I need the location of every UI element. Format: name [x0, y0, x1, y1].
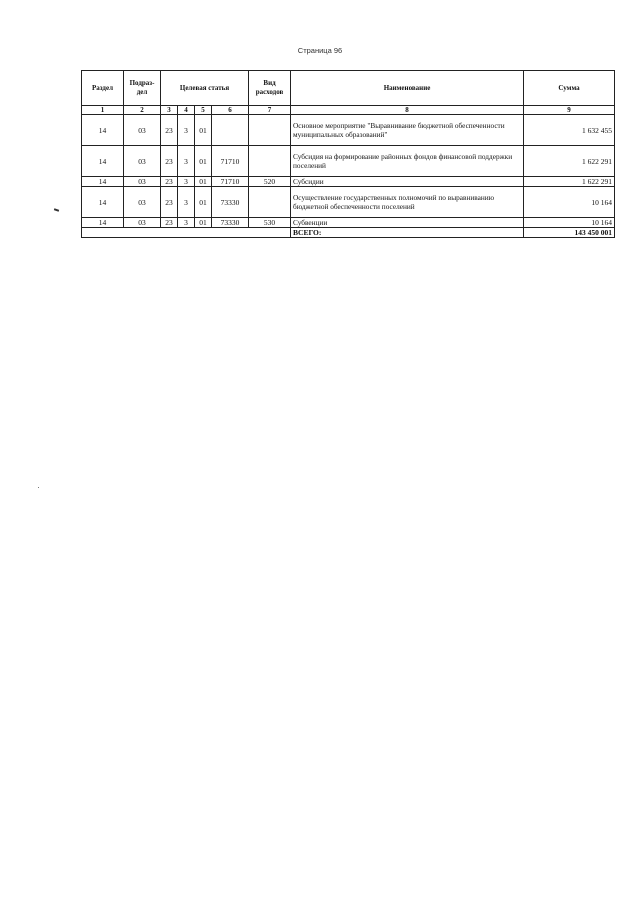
- cell-vid: 520: [249, 177, 291, 187]
- cell-target-5: 01: [195, 218, 212, 228]
- header-razdel: Раздел: [82, 71, 124, 106]
- cell-target-6: 73330: [212, 218, 249, 228]
- column-number: 9: [524, 106, 615, 115]
- cell-target-3: 23: [161, 187, 178, 218]
- table-row: [82, 115, 615, 146]
- cell-sum: 1 632 455: [524, 115, 615, 146]
- column-number: 7: [249, 106, 291, 115]
- cell-vid: [249, 146, 291, 177]
- cell-target-6: 73330: [212, 187, 249, 218]
- column-number: 8: [291, 106, 524, 115]
- total-spacer: [82, 228, 291, 238]
- column-number: 6: [212, 106, 249, 115]
- column-number: 1: [82, 106, 124, 115]
- table-row: [82, 187, 615, 218]
- page-number: Страница 96: [297, 46, 343, 55]
- column-number: 4: [178, 106, 195, 115]
- header-vid: Вид расходов: [249, 71, 291, 106]
- column-number: 2: [124, 106, 161, 115]
- cell-vid: [249, 115, 291, 146]
- scan-speck: [38, 487, 39, 488]
- cell-target-4: 3: [178, 177, 195, 187]
- cell-vid: 530: [249, 218, 291, 228]
- cell-podrazdel: 03: [124, 218, 161, 228]
- cell-podrazdel: 03: [124, 187, 161, 218]
- budget-table: [81, 70, 615, 238]
- cell-target-4: 3: [178, 187, 195, 218]
- column-number: 5: [195, 106, 212, 115]
- cell-razdel: 14: [82, 187, 124, 218]
- header-podrazdel: Подраз- дел: [124, 71, 161, 106]
- cell-target-3: 23: [161, 115, 178, 146]
- cell-sum: 10 164: [524, 187, 615, 218]
- cell-target-6: [212, 115, 249, 146]
- header-sum: Сумма: [524, 71, 615, 106]
- cell-razdel: 14: [82, 218, 124, 228]
- cell-razdel: 14: [82, 177, 124, 187]
- table-row: [82, 177, 615, 187]
- table-row: [82, 218, 615, 228]
- cell-target-3: 23: [161, 218, 178, 228]
- cell-target-3: 23: [161, 146, 178, 177]
- total-sum: 143 450 001: [524, 228, 615, 238]
- cell-sum: 10 164: [524, 218, 615, 228]
- column-number: 3: [161, 106, 178, 115]
- column-number-row: [82, 106, 615, 115]
- cell-target-6: 71710: [212, 146, 249, 177]
- cell-target-5: 01: [195, 177, 212, 187]
- cell-name: Осуществление государственных полномочий по выравниванию бюджетной обеспеченности поселений: [291, 187, 524, 218]
- total-row: [82, 228, 615, 238]
- table-row: [82, 146, 615, 177]
- cell-sum: 1 622 291: [524, 146, 615, 177]
- cell-name: Субсидии: [291, 177, 524, 187]
- header-name: Наименование: [291, 71, 524, 106]
- cell-vid: [249, 187, 291, 218]
- scan-mark: [54, 208, 59, 211]
- header-target: Целевая статья: [161, 71, 249, 106]
- cell-target-4: 3: [178, 115, 195, 146]
- cell-name: Основное мероприятие "Выравнивание бюджетной обеспеченности муниципальных образований": [291, 115, 524, 146]
- cell-podrazdel: 03: [124, 146, 161, 177]
- cell-target-5: 01: [195, 146, 212, 177]
- cell-target-5: 01: [195, 115, 212, 146]
- cell-podrazdel: 03: [124, 115, 161, 146]
- cell-target-4: 3: [178, 146, 195, 177]
- cell-name: Субвенции: [291, 218, 524, 228]
- cell-name: Субсидия на формирование районных фондов финансовой поддержки поселений: [291, 146, 524, 177]
- cell-target-6: 71710: [212, 177, 249, 187]
- cell-sum: 1 622 291: [524, 177, 615, 187]
- cell-target-4: 3: [178, 218, 195, 228]
- cell-target-3: 23: [161, 177, 178, 187]
- cell-razdel: 14: [82, 115, 124, 146]
- table-header-row: [82, 71, 615, 106]
- cell-target-5: 01: [195, 187, 212, 218]
- cell-podrazdel: 03: [124, 177, 161, 187]
- cell-razdel: 14: [82, 146, 124, 177]
- total-label: ВСЕГО:: [291, 228, 524, 238]
